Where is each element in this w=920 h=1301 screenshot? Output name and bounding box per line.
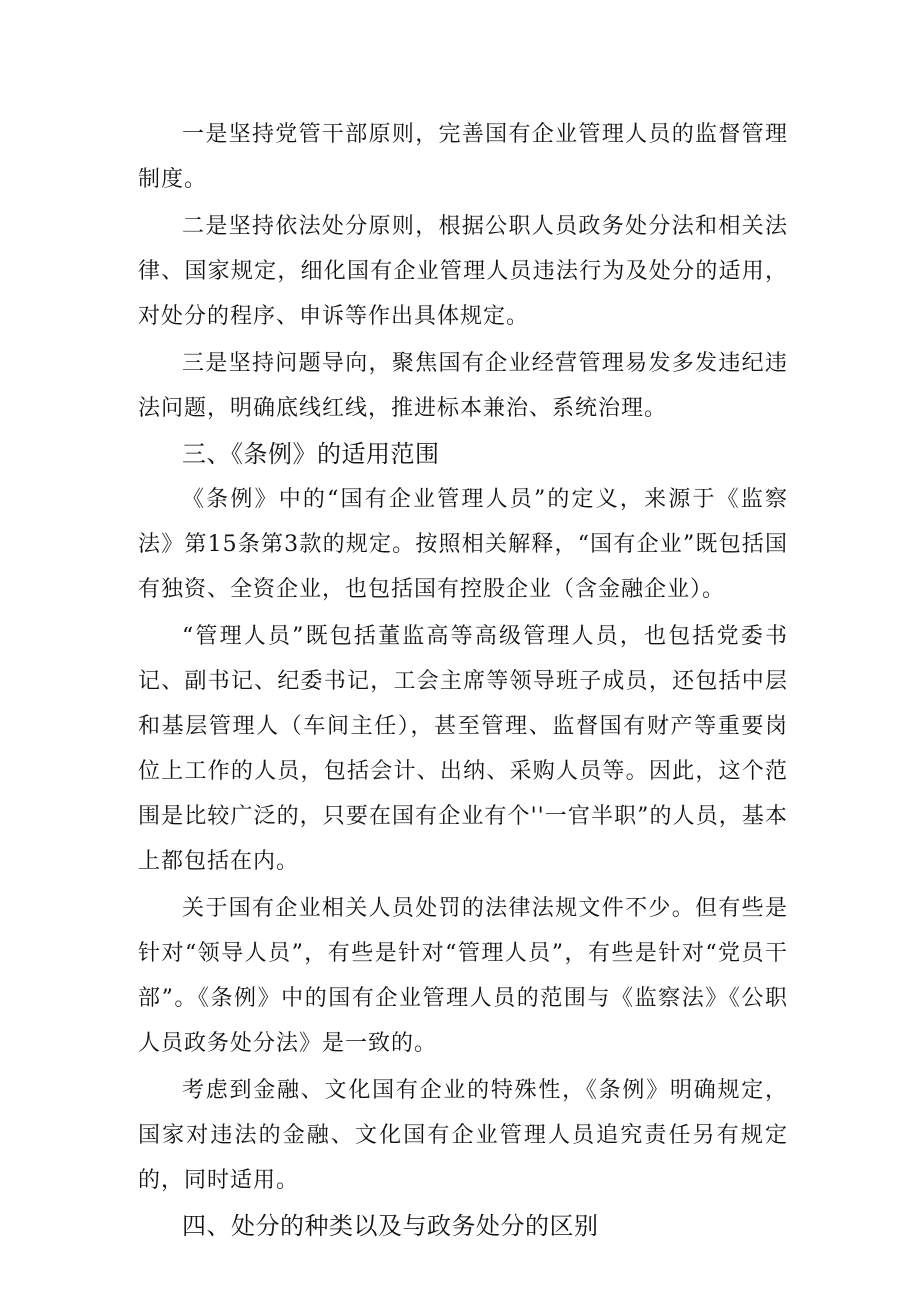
paragraph-principle-1: 一是坚持党管干部原则，完善国有企业管理人员的监督管理制度。 [138, 122, 788, 192]
paragraph-principle-3: 三是坚持问题导向，聚焦国有企业经营管理易发多发违纪违法问题，明确底线红线，推进标本兼治、系统治理。 [138, 351, 788, 421]
paragraph-special-enterprises: 考虑到金融、文化国有企业的特殊性，《条例》明确规定，国家对违法的金融、文化国有企业管理人员追究责任另有规定的，同时适用。 [138, 1078, 788, 1193]
paragraph-managers-definition: “管理人员”既包括董监高等高级管理人员，也包括党委书记、副书记、纪委书记，工会主席等领导班子成员，还包括中层和基层管理人（车间主任），甚至管理、监督国有财产等重要岗位上工作的人员，包括会计、出纳、采购人员等。因此，这个范围是比较广泛的，只要在国有企业有个''一官半职”的人员，基本上都包括在内。 [138, 624, 788, 874]
section-heading-3: 三、《条例》的适用范围 [182, 440, 440, 468]
document-body [138, 112, 788, 1249]
paragraph-related-regulations: 关于国有企业相关人员处罚的法律法规文件不少。但有些是针对“领导人员”，有些是针对“管理人员”，有些是针对“党员干部”。《条例》中的国有企业管理人员的范围与《监察法》《公职人员政务处分法》是一致的。 [138, 896, 788, 1056]
section-heading-4: 四、处分的种类以及与政务处分的区别 [182, 1212, 599, 1240]
paragraph-scope-definition: 《条例》中的“国有企业管理人员”的定义，来源于《监察法》第15条第3款的规定。按照相关解释，“国有企业”既包括国有独资、全资企业，也包括国有控股企业（含金融企业）。 [138, 487, 788, 602]
paragraph-principle-2: 二是坚持依法处分原则，根据公职人员政务处分法和相关法律、国家规定，细化国有企业管理人员违法行为及处分的适用，对处分的程序、申诉等作出具体规定。 [138, 214, 788, 329]
